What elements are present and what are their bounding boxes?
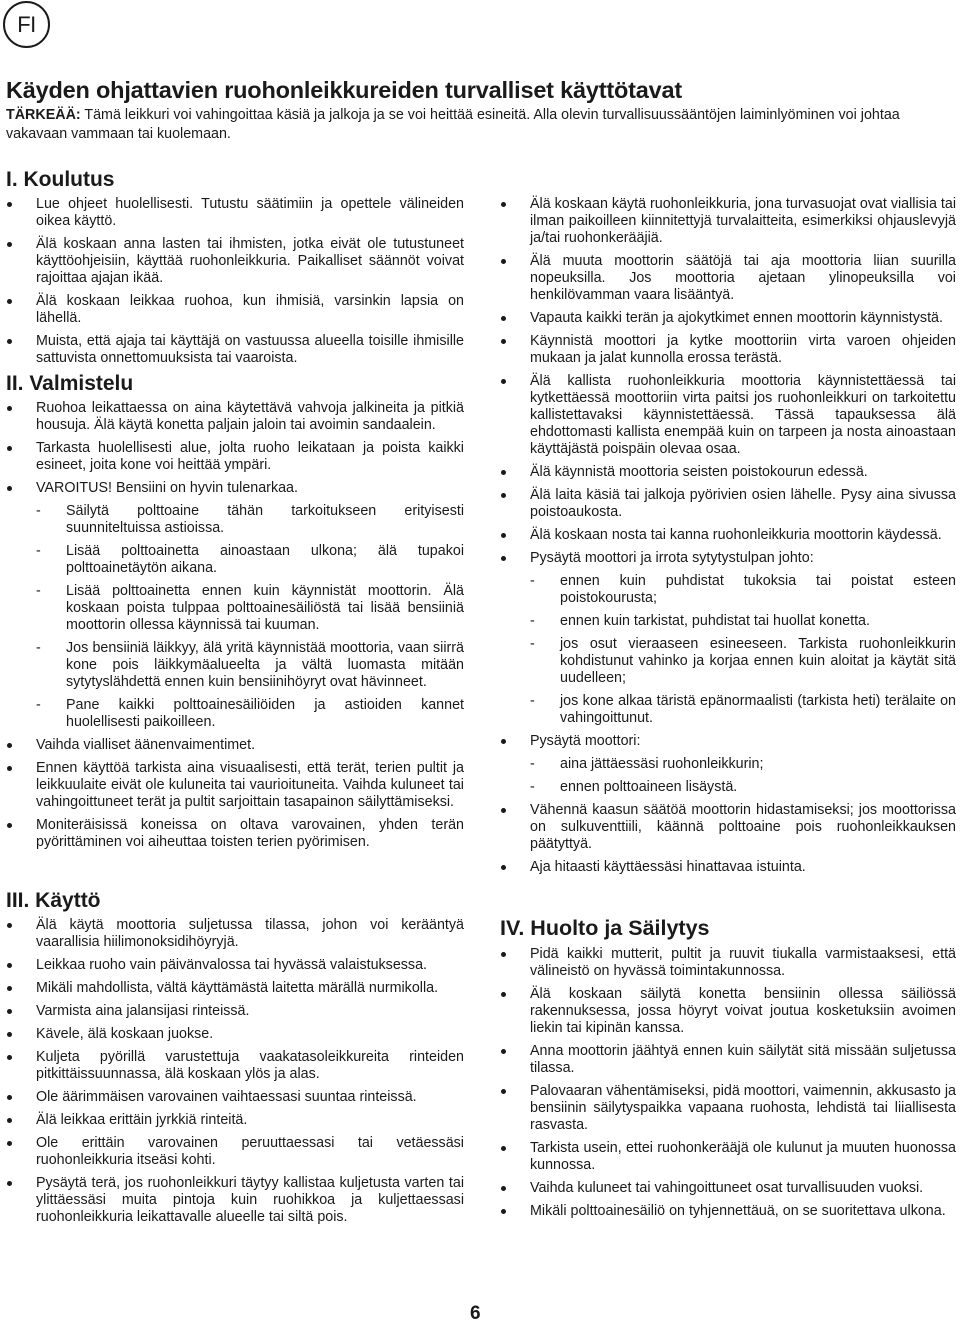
list-item: Ennen käyttöä tarkista aina visuaalisesti, että terät, terien pultit ja leikkuulaite eivät ole kuluneita tai vaurioituneita. Vaihda kuluneet tai vahingoittuneet terät ja pultit sarjoittain tasapainon säilyttämiseksi.	[6, 760, 464, 811]
valmistelu-list	[6, 400, 464, 851]
list-item: Älä koskaan anna lasten tai ihmisten, jotka eivät ole tutustuneet käyttöohjeisiin, käyttää ruohonleikkuria. Paikalliset säännöt voivat rajoittaa ajajan ikää.	[6, 236, 464, 287]
list-item: Käynnistä moottori ja kytke moottoriin virta varoen ohjeiden mukaan ja jalat kunnolla erossa terästä.	[500, 333, 956, 367]
list-item: Älä leikkaa erittäin jyrkkiä rinteitä.	[6, 1112, 464, 1129]
kaytto-list-right	[500, 196, 956, 876]
list-item: Aja hitaasti käyttäessäsi hinattavaa istuinta.	[500, 859, 956, 876]
list-item: Lue ohjeet huolellisesti. Tutustu säätimiin ja opettele välineiden oikea käyttö.	[6, 196, 464, 230]
list-subitem: - jos kone alkaa täristä epänormaalisti (tarkista heti) terälaite on vahingoittunut.	[500, 693, 956, 727]
section-heading-kaytto: III. Käyttö	[6, 889, 101, 912]
list-item: Älä muuta moottorin säätöjä tai aja moottoria liian suurilla nopeuksilla. Jos moottoria ajetaan ylinopeuksilla voi henkilövamman vaara lisääntyä.	[500, 253, 956, 304]
list-item: Pysäytä moottori ja irrota sytytystulpan johto:	[500, 550, 956, 567]
section-heading-valmistelu: II. Valmistelu	[6, 372, 134, 395]
list-item: Ruohoa leikattaessa on aina käytettävä vahvoja jalkineita ja pitkiä housuja. Älä käytä konetta paljain jaloin tai avoimin sandaalein.	[6, 400, 464, 434]
intro-label: TÄRKEÄÄ:	[6, 107, 81, 123]
list-item: Mikäli polttoainesäiliö on tyhjennettäuä, on se suoritettava ulkona.	[500, 1203, 956, 1220]
list-item: Pidä kaikki mutterit, pultit ja ruuvit tiukalla varmistaaksesi, että välineistö on hyvässä toimintakunnossa.	[500, 946, 956, 980]
page-title: Käyden ohjattavien ruohonleikkureiden turvalliset käyttötavat	[6, 77, 683, 103]
list-item: Älä laita käsiä tai jalkoja pyörivien osien lähelle. Pysy aina sivussa poistoaukosta.	[500, 487, 956, 521]
list-subitem: - ennen kuin puhdistat tukoksia tai poistat esteen poistokourusta;	[500, 573, 956, 607]
section-heading-koulutus: I. Koulutus	[6, 168, 115, 191]
list-item: Vaihda vialliset äänenvaimentimet.	[6, 737, 464, 754]
list-item: Muista, että ajaja tai käyttäjä on vastuussa alueella toisille ihmisille sattuvista onnettomuuksista tai vaaroista.	[6, 333, 464, 367]
list-item: VAROITUS! Bensiini on hyvin tulenarkaa.	[6, 480, 464, 497]
list-subitem: - aina jättäessäsi ruohonleikkurin;	[500, 756, 956, 773]
list-item: Älä koskaan säilytä konetta bensiinin ollessa säiliössä rakennuksessa, jossa höyryt voivat joutua kosketuksiin avoimen liekin tai kipinän kanssa.	[500, 986, 956, 1037]
list-subitem: - jos osut vieraaseen esineeseen. Tarkista ruohonleikkurin kohdistunut vahinko ja korjaa ennen kuin aloitat ja käytät sitä uudelleen;	[500, 636, 956, 687]
list-item: Vaihda kuluneet tai vahingoittuneet osat turvallisuuden vuoksi.	[500, 1180, 956, 1197]
list-item: Kuljeta pyörillä varustettuja vaakatasoleikkureita rinteiden pitkittäissuunnassa, älä koskaan ylös ja alas.	[6, 1049, 464, 1083]
list-item: Vähennä kaasun säätöä moottorin hidastamiseksi; jos moottorissa on sulkuventtiili, käännä polttoaine pois ruohonleikkauksen päätyttyä.	[500, 802, 956, 853]
list-item: Pysäytä moottori:	[500, 733, 956, 750]
list-item: Pysäytä terä, jos ruohonleikkuri täytyy kallistaa kuljetusta varten tai ylittäessäsi muita pintoja kuin ruohikkoa ja kuljettaessasi ruohonleikkuria leikattavalle alueelle tai siltä pois.	[6, 1175, 464, 1226]
list-subitem: - Jos bensiiniä läikkyy, älä yritä käynnistää moottoria, vaan siirrä kone pois läikkymäalueelta ja vältä luomasta mitään sytytyslähdettä ennen kuin bensiinihöyryt ovat hävinneet.	[6, 640, 464, 691]
list-subitem: - Säilytä polttoaine tähän tarkoitukseen erityisesti suunniteltuissa astioissa.	[6, 503, 464, 537]
list-item: Älä käynnistä moottoria seisten poistokourun edessä.	[500, 464, 956, 481]
list-subitem: - ennen polttoaineen lisäystä.	[500, 779, 956, 796]
list-item: Moniteräisissä koneissa on oltava varovainen, yhden terän pyörittäminen voi aiheuttaa toisten terien pyörimisen.	[6, 817, 464, 851]
intro-text: Tämä leikkuri voi vahingoittaa käsiä ja jalkoja ja se voi heittää esineitä. Alla olevin turvallisuussääntöjen laiminlyöminen voi johtaa vakavaan vammaan tai kuolemaan.	[6, 107, 900, 142]
list-item: Tarkasta huolellisesti alue, jolta ruoho leikataan ja poista kaikki esineet, joita kone voi heittää ympäri.	[6, 440, 464, 474]
list-item: Älä koskaan käytä ruohonleikkuria, jona turvasuojat ovat viallisia tai ilman paikoilleen kiinnitettyjä turvalaitteita, esimerkiksi ohjauslevyjä ja/tai ruohonkerääjiä.	[500, 196, 956, 247]
page-number: 6	[470, 1303, 481, 1324]
list-item: Tarkista usein, ettei ruohonkerääjä ole kulunut ja muuten huonossa kunnossa.	[500, 1140, 956, 1174]
list-item: Vapauta kaikki terän ja ajokytkimet ennen moottorin käynnistystä.	[500, 310, 956, 327]
kaytto-list-left	[6, 917, 464, 1226]
list-subitem: - Lisää polttoainetta ainoastaan ulkona; älä tupakoi polttoainetäytön aikana.	[6, 543, 464, 577]
language-badge: FI	[3, 1, 50, 48]
list-item: Mikäli mahdollista, vältä käyttämästä laitetta märällä nurmikolla.	[6, 980, 464, 997]
list-item: Älä kallista ruohonleikkuria moottoria käynnistettäessä tai kytkettäessä moottoriin virta paitsi jos ruohonleikkuri on tarkoitettu kallistettavaksi käynnistettäessä. Tässä tapauksessa älä ehdottomasti kallista enempää kuin on tarpeen ja nosta ainoastaan käyttäjästä poispäin olevaa osaa.	[500, 373, 956, 458]
list-item: Ole äärimmäisen varovainen vaihtaessasi suuntaa rinteissä.	[6, 1089, 464, 1106]
section-heading-huolto: IV. Huolto ja Säilytys	[500, 916, 710, 940]
list-item: Palovaaran vähentämiseksi, pidä moottori, vaimennin, akkusasto ja bensiinin säilytyspaikka vapaana ruohosta, lehdistä tai liiallisesta rasvasta.	[500, 1083, 956, 1134]
intro-warning	[6, 106, 954, 143]
koulutus-list	[6, 196, 464, 367]
list-subitem: - ennen kuin tarkistat, puhdistat tai huollat konetta.	[500, 613, 956, 630]
list-item: Varmista aina jalansijasi rinteissä.	[6, 1003, 464, 1020]
list-subitem: - Lisää polttoainetta ennen kuin käynnistät moottorin. Älä koskaan poista tulppaa polttoainesäiliöstä tai lisää bensiiniä moottorin ollessa käynnissä tai kuuman.	[6, 583, 464, 634]
list-item: Älä koskaan nosta tai kanna ruohonleikkuria moottorin käydessä.	[500, 527, 956, 544]
list-item: Anna moottorin jäähtyä ennen kuin säilytät sitä missään suljetussa tilassa.	[500, 1043, 956, 1077]
huolto-list	[500, 946, 956, 1220]
list-item: Kävele, älä koskaan juokse.	[6, 1026, 464, 1043]
list-item: Älä koskaan leikkaa ruohoa, kun ihmisiä, varsinkin lapsia on lähellä.	[6, 293, 464, 327]
list-subitem: - Pane kaikki polttoainesäiliöiden ja astioiden kannet huolellisesti paikoilleen.	[6, 697, 464, 731]
list-item: Leikkaa ruoho vain päivänvalossa tai hyvässä valaistuksessa.	[6, 957, 464, 974]
list-item: Ole erittäin varovainen peruuttaessasi tai vetäessäsi ruohonleikkuria itseäsi kohti.	[6, 1135, 464, 1169]
list-item: Älä käytä moottoria suljetussa tilassa, johon voi kerääntyä vaarallisia hiilimonoksidihöyryjä.	[6, 917, 464, 951]
